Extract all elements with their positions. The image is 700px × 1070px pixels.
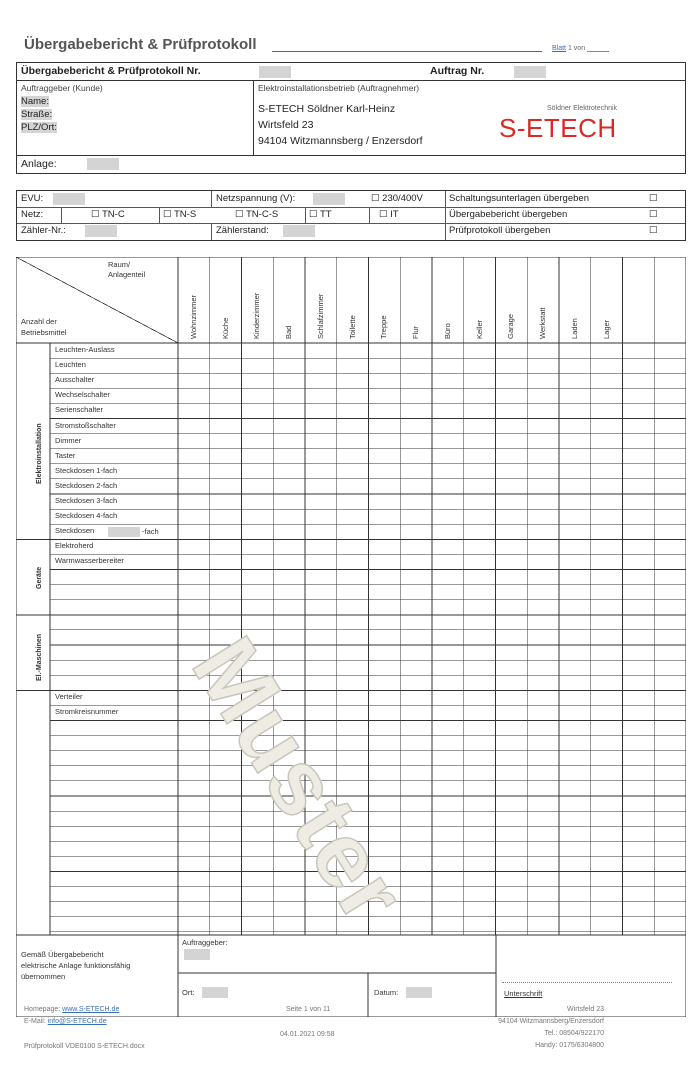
corner-room-label: Raum/ (108, 260, 131, 269)
room-header-10: Garage (506, 313, 516, 339)
tt-checkbox[interactable] (309, 209, 332, 220)
client-signature-field[interactable] (184, 949, 210, 960)
meter-number-field[interactable] (85, 225, 117, 237)
street-label[interactable]: Straße: (21, 109, 53, 120)
circuit-docs-checkbox[interactable]: ☐ (649, 193, 658, 204)
table-grid-lines (16, 257, 686, 1017)
voltage-label: Netzspannung (V): (216, 193, 296, 204)
row-elektro-5: Stromstoßschalter (55, 420, 116, 430)
company-city: 94104 Witzmannsberg / Enzersdorf (258, 135, 423, 147)
it-label: IT (390, 209, 399, 220)
group-geraete: Geräte (36, 566, 43, 589)
sheet-label: Blatt (552, 45, 567, 52)
address-line-2: 94104 Witzmannsberg/Enzersdorf (498, 1018, 604, 1025)
voltage-field[interactable] (313, 193, 345, 205)
row-elektro-7: Taster (55, 450, 76, 460)
row-elektro-1: Leuchten (55, 360, 86, 370)
row-elektro-11: Steckdosen 4-fach (55, 511, 118, 521)
room-header-11: Werkstatt (538, 307, 548, 339)
row-elektro-3: Wechselschalter (55, 390, 110, 400)
netz-label: Netz: (21, 209, 44, 220)
row-elektro-6: Dimmer (55, 435, 82, 445)
room-header-4: Schlafzimmer (315, 293, 325, 339)
email-line (24, 1018, 107, 1025)
it-checkbox[interactable] (379, 209, 399, 220)
voltage-230-label: 230/400V (382, 193, 423, 204)
date-field[interactable] (406, 987, 432, 998)
watermark: Muster (172, 620, 426, 941)
voltage-230-checkbox[interactable] (371, 193, 423, 204)
logo-subtitle: Söldner Elektrotechnik (547, 105, 618, 112)
tnc-checkbox[interactable] (91, 209, 125, 220)
corner-equipment-label: Betriebsmittel (21, 328, 67, 337)
corner-count-label: Anzahl der (21, 317, 57, 326)
email-label: E-Mail: (24, 1018, 46, 1025)
tns-checkbox[interactable] (163, 209, 196, 220)
row-elektro-10: Steckdosen 3-fach (55, 496, 118, 505)
report-handed-label: Übergabebericht übergeben (449, 209, 568, 220)
address-line-1: Wirtsfeld 23 (567, 1006, 604, 1013)
signature-label: Unterschrift (504, 989, 543, 998)
network-block (16, 190, 686, 241)
group-elektroinstallation: Elektroinstallation (36, 423, 43, 484)
row-geraete-1: Warmwasserbereiter (55, 556, 124, 566)
evu-label: EVU: (21, 193, 44, 204)
checkbox-icon: ☐ (91, 209, 100, 220)
room-header-0: Wohnzimmer (188, 294, 198, 339)
name-label[interactable]: Name: (21, 96, 49, 107)
row-elektro-4: Serienschalter (55, 405, 103, 415)
protocol-handed-label: Prüfprotokoll übergeben (449, 225, 551, 236)
page-number: Seite 1 von 11 (286, 1006, 331, 1013)
evu-field[interactable] (53, 193, 85, 205)
tnc-label: TN-C (102, 209, 125, 220)
room-header-6: Treppe (379, 315, 389, 339)
sheet-text: 1 von (567, 45, 586, 52)
equipment-table (16, 257, 686, 1017)
info-block (16, 62, 686, 174)
checkbox-icon: ☐ (235, 209, 244, 220)
row-verteiler-0: Verteiler (55, 692, 83, 702)
homepage-link[interactable]: www.S-ETECH.de (62, 1006, 120, 1013)
order-number-field[interactable] (514, 66, 546, 78)
corner-part-label: Anlagenteil (108, 270, 146, 279)
checkbox-icon: ☐ (379, 209, 388, 220)
handover-text-1: Gemäß Übergabebericht (21, 950, 104, 959)
title-underline (272, 51, 542, 52)
homepage-label: Homepage: (24, 1006, 61, 1013)
email-link[interactable]: info@S-ETECH.de (47, 1018, 107, 1025)
tt-label: TT (320, 209, 332, 220)
circuit-docs-label: Schaltungsunterlagen übergeben (449, 193, 589, 204)
tns-label: TN-S (174, 209, 197, 220)
client-signature-label: Auftraggeber: (182, 938, 228, 947)
mobile: Handy: 0175/6304800 (535, 1042, 604, 1049)
anlage-label: Anlage: (21, 158, 57, 170)
company-street: Wirtsfeld 23 (258, 119, 314, 131)
row-elektro-2: Ausschalter (55, 375, 95, 385)
group-maschinen: El.-Maschinen (36, 633, 43, 681)
place-field[interactable] (202, 987, 228, 998)
handover-text-2: elektrische Anlage funktionsfähig (21, 961, 131, 970)
company-name: S-ETECH Söldner Karl-Heinz (258, 103, 396, 115)
room-header-13: Lager (601, 319, 611, 339)
phone: Tel.: 08504/922170 (544, 1030, 604, 1037)
tncs-label: TN-C-S (246, 209, 279, 220)
protocol-handed-checkbox[interactable]: ☐ (649, 225, 658, 236)
room-header-3: Bad (284, 325, 294, 339)
checkbox-icon: ☐ (309, 209, 318, 220)
checkbox-icon: ☐ (163, 209, 172, 220)
room-header-7: Flur (411, 326, 421, 339)
sheet-total-field[interactable] (587, 44, 609, 52)
logo-text: S-ETECH (499, 113, 617, 143)
print-date: 04.01.2021 09:58 (280, 1031, 335, 1038)
row-elektro-0: Leuchten-Auslass (55, 345, 115, 354)
meter-reading-label: Zählerstand: (216, 225, 269, 236)
room-header-8: Büro (442, 323, 452, 339)
row-elektro-12: Steckdosen (55, 526, 95, 536)
zip-city-label[interactable]: PLZ/Ort: (21, 122, 57, 133)
report-number-field[interactable] (259, 66, 291, 78)
order-number-label: Auftrag Nr. (430, 65, 485, 77)
page-title: Übergabebericht & Prüfprotokoll (24, 36, 257, 53)
row-verteiler-1: Stromkreisnummer (55, 707, 119, 717)
anlage-field[interactable] (87, 158, 119, 170)
room-header-2: Kinderzimmer (252, 292, 262, 339)
sheet-number (552, 44, 609, 52)
steckdosen-suffix: -fach (142, 527, 159, 536)
homepage-line (24, 1006, 119, 1013)
room-header-5: Toilette (347, 315, 357, 339)
room-header-12: Laden (569, 318, 579, 339)
filename: Prüfprotokoll VDE0100 S-ETECH.docx (24, 1043, 145, 1050)
place-label: Ort: (182, 988, 195, 997)
report-number-label: Übergabebericht & Prüfprotokoll Nr. (21, 65, 201, 77)
date-label: Datum: (374, 988, 399, 997)
meter-reading-field[interactable] (283, 225, 315, 237)
contractor-label: Elektroinstallationsbetrieb (Auftragnehmer) (258, 83, 420, 93)
row-geraete-0: Elektroherd (55, 541, 94, 551)
room-header-9: Keller (474, 319, 484, 339)
row-elektro-9: Steckdosen 2-fach (55, 480, 118, 490)
checkbox-icon: ☐ (371, 193, 380, 204)
room-header-1: Küche (220, 317, 230, 339)
client-label: Auftraggeber (Kunde) (21, 83, 103, 93)
meter-number-label: Zähler-Nr.: (21, 225, 66, 236)
report-handed-checkbox[interactable]: ☐ (649, 209, 658, 220)
row-elektro-8: Steckdosen 1-fach (55, 465, 118, 475)
tncs-checkbox[interactable] (235, 209, 278, 220)
steckdosen-custom-field[interactable] (108, 527, 140, 537)
handover-text-3: übernommen (21, 972, 66, 981)
